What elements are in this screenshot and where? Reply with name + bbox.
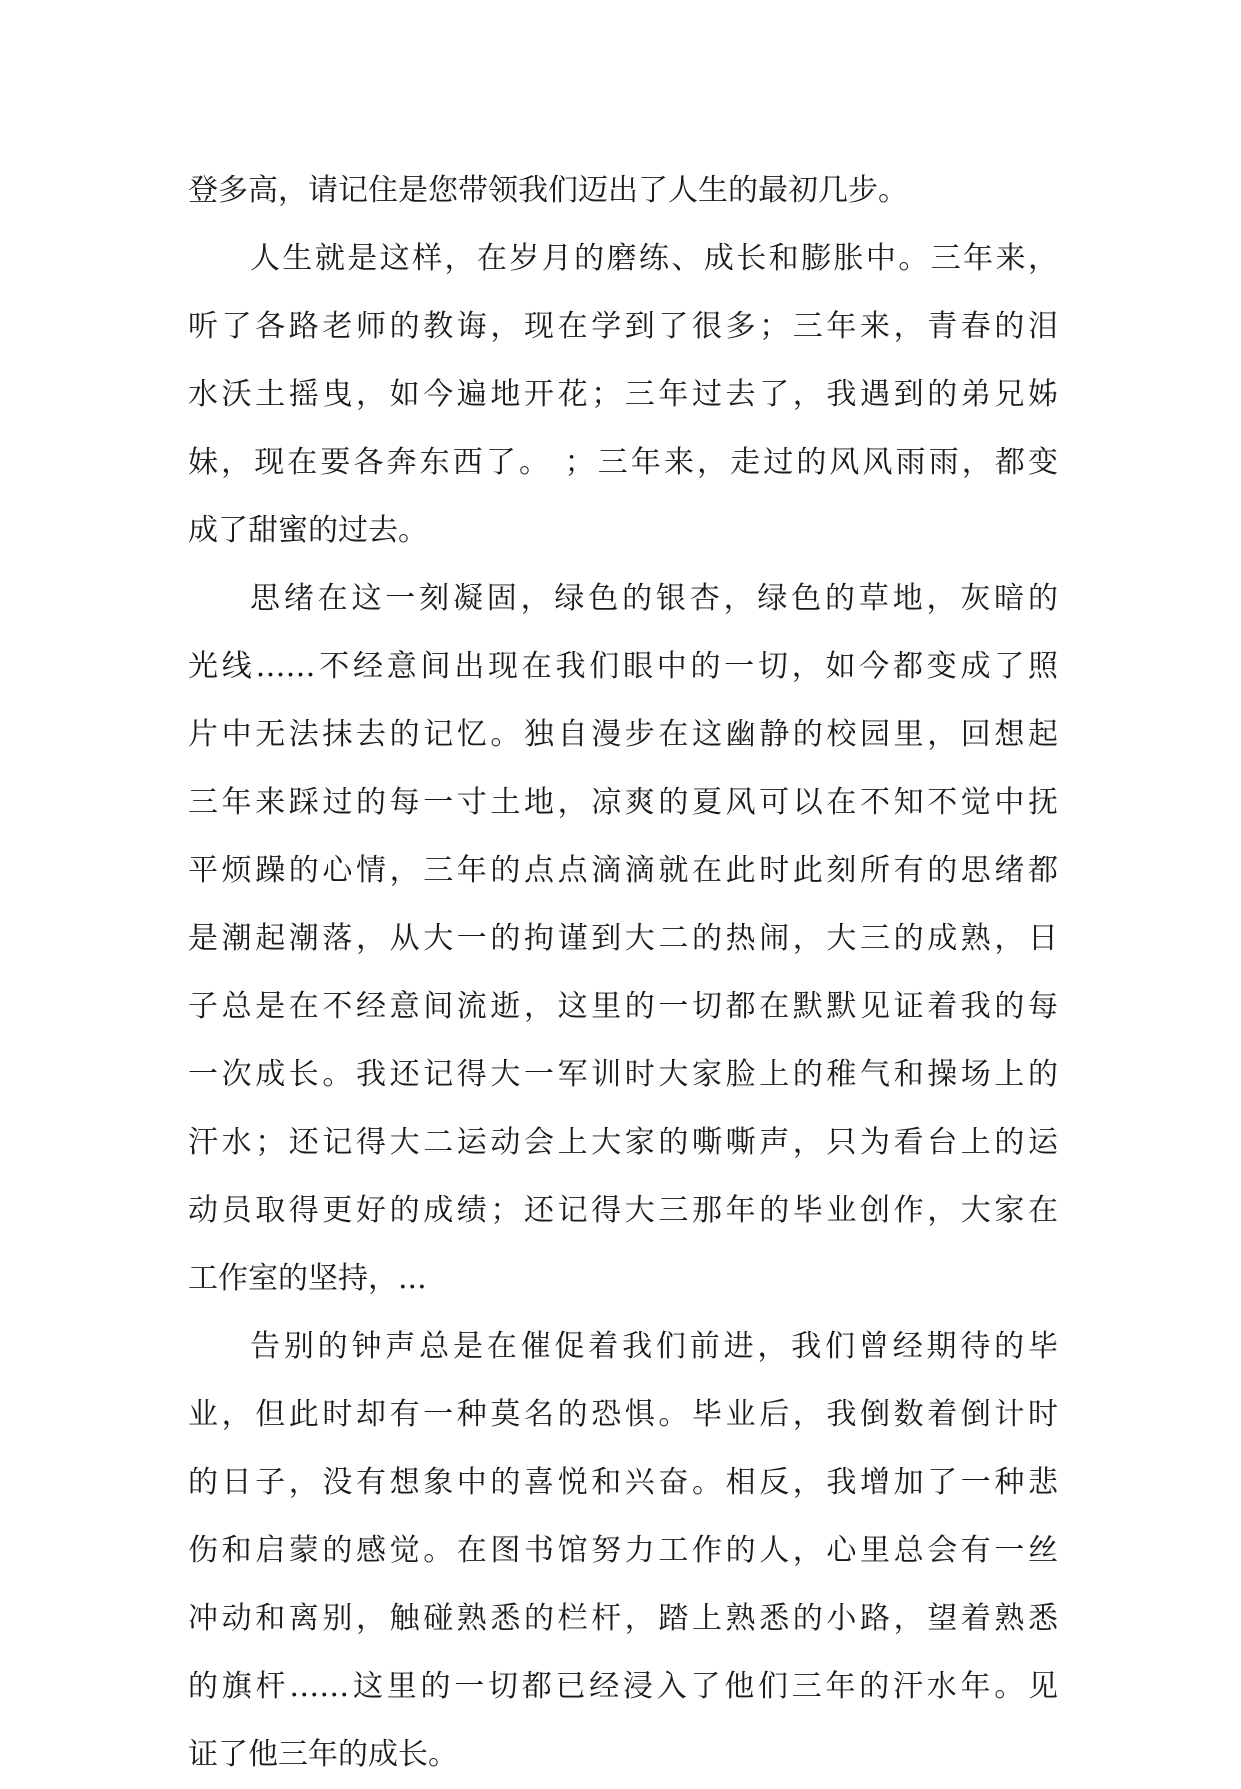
body-text <box>188 157 1058 1789</box>
paragraph-line: 动员取得更好的成绩；还记得大三那年的毕业创作，大家在 <box>188 1193 1058 1228</box>
paragraph-line: 一次成长。我还记得大一军训时大家脸上的稚气和操场上的 <box>188 1057 1058 1092</box>
paragraph-line: 三年来踩过的每一寸土地，凉爽的夏风可以在不知不觉中抚 <box>188 785 1058 820</box>
paragraph-line: 登多高，请记住是您带领我们迈出了人生的最初几步。 <box>188 173 908 208</box>
paragraph-line: 工作室的坚持，... <box>188 1261 427 1296</box>
paragraph-line: 妹，现在要各奔东西了。 ；三年来，走过的风风雨雨，都变 <box>188 445 1058 480</box>
paragraph-line: 思绪在这一刻凝固，绿色的银杏，绿色的草地，灰暗的 <box>250 581 1058 616</box>
paragraph-line: 是潮起潮落，从大一的拘谨到大二的热闹，大三的成熟，日 <box>188 921 1058 956</box>
paragraph-line: 水沃土摇曳，如今遍地开花；三年过去了，我遇到的弟兄姊 <box>188 377 1058 412</box>
paragraph-line: 平烦躁的心情，三年的点点滴滴就在此时此刻所有的思绪都 <box>188 853 1058 888</box>
paragraph-line: 成了甜蜜的过去。 <box>188 513 428 548</box>
paragraph-line: 的日子，没有想象中的喜悦和兴奋。相反，我增加了一种悲 <box>188 1465 1058 1500</box>
paragraph-line: 汗水；还记得大二运动会上大家的嘶嘶声，只为看台上的运 <box>188 1125 1058 1160</box>
paragraph-line: 听了各路老师的教诲，现在学到了很多；三年来，青春的泪 <box>188 309 1058 344</box>
paragraph-line: 片中无法抹去的记忆。独自漫步在这幽静的校园里，回想起 <box>188 717 1058 752</box>
paragraph-line: 人生就是这样，在岁月的磨练、成长和膨胀中。三年来， <box>250 241 1058 276</box>
paragraph-line: 伤和启蒙的感觉。在图书馆努力工作的人，心里总会有一丝 <box>188 1533 1058 1568</box>
paragraph-line: 子总是在不经意间流逝，这里的一切都在默默见证着我的每 <box>188 989 1058 1024</box>
paragraph-line: 告别的钟声总是在催促着我们前进，我们曾经期待的毕 <box>250 1329 1058 1364</box>
paragraph-line: 证了他三年的成长。 <box>188 1737 458 1772</box>
paragraph-line: 冲动和离别，触碰熟悉的栏杆，踏上熟悉的小路，望着熟悉 <box>188 1601 1058 1636</box>
paragraph-line: 的旗杆……这里的一切都已经浸入了他们三年的汗水年。见 <box>188 1669 1058 1704</box>
paragraph-line: 光线……不经意间出现在我们眼中的一切，如今都变成了照 <box>188 649 1058 684</box>
paragraph-line: 业，但此时却有一种莫名的恐惧。毕业后，我倒数着倒计时 <box>188 1397 1058 1432</box>
